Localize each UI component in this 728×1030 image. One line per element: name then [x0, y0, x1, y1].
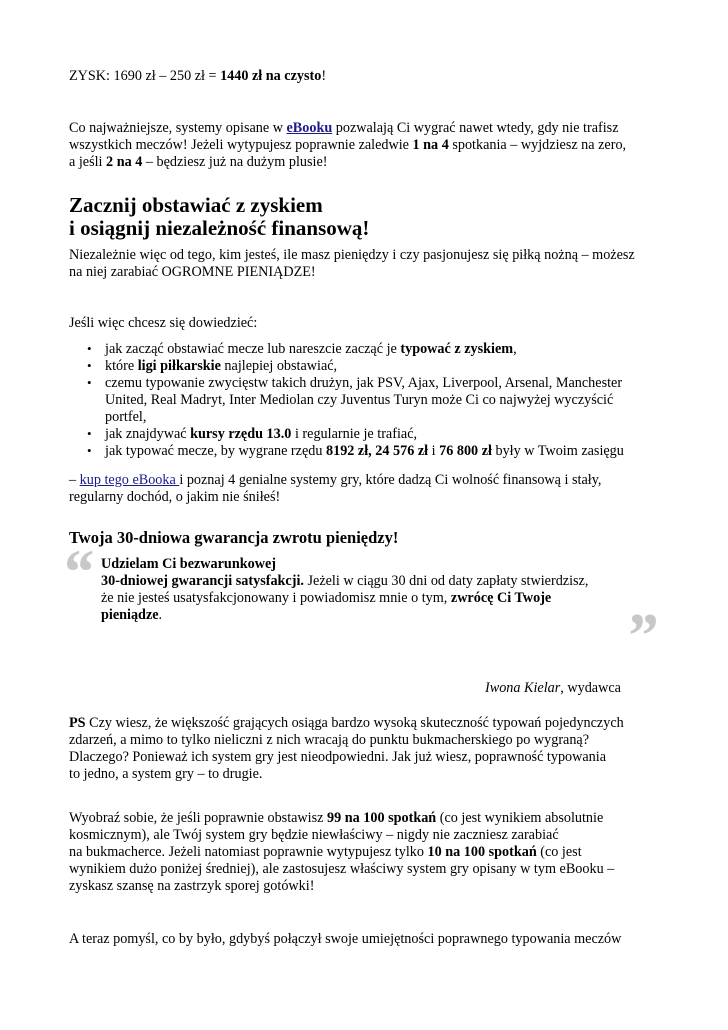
imagine-line-3	[69, 844, 582, 861]
open-quote-icon: “	[61, 536, 93, 607]
intro-text: spotkania – wyjdziesz na zero,	[448, 137, 627, 153]
bullet-dot: •	[87, 341, 92, 356]
guarantee-text: że nie jesteś usatysfakcjonowany i powiadomisz mnie o tym,	[101, 590, 451, 606]
heading-1-line-2: i osiągnij niezależność finansową!	[69, 216, 370, 240]
bullet-bold: ligi piłkarskie	[137, 358, 221, 374]
guarantee-line-3	[101, 590, 551, 607]
bullet-dot: •	[87, 426, 92, 441]
bullet-3-line-3: portfel,	[105, 409, 147, 425]
buy-line-1	[69, 472, 601, 489]
bullet-3-line-2: United, Real Madryt, Inter Mediolan czy Juventus Turyn może Ci co najwyżej wyczyścić	[105, 392, 614, 408]
guarantee-text: Jeżeli w ciągu 30 dni od daty zapłaty stwierdzisz,	[303, 573, 589, 589]
intro-bold: 2 na 4	[106, 154, 143, 170]
intro-line-2	[69, 137, 626, 154]
para1-line-2: na niej zarabiać OGROMNE PIENIĄDZE!	[69, 264, 316, 280]
profit-suffix: !	[321, 68, 327, 84]
bullet-text: i	[428, 443, 440, 459]
list-intro: Jeśli więc chcesz się dowiedzieć:	[69, 315, 258, 331]
bullet-bold: 76 800 zł	[439, 443, 492, 459]
bullet-text: najlepiej obstawiać,	[220, 358, 338, 374]
intro-text: pozwalają Ci wygrać nawet wtedy, gdy nie trafisz	[332, 120, 619, 136]
imagine-line-5: zyskasz szansę na zastrzyk sporej gotówki!	[69, 878, 315, 894]
bullet-bold: 24 576 zł	[375, 443, 429, 459]
guarantee-bold: Udzielam Ci bezwarunkowej	[101, 556, 276, 572]
imagine-line-4: wynikiem dużo poniżej średniej), ale zastosujesz właściwy system gry opisany w tym eBooku –	[69, 861, 615, 877]
imagine-text: (co jest	[536, 844, 582, 860]
guarantee-text: .	[158, 607, 163, 623]
bullet-dot: •	[87, 358, 92, 373]
bullet-2	[105, 358, 337, 375]
imagine-text: na bukmacherce. Jeżeli natomiast poprawnie wytypujesz tylko	[69, 844, 428, 860]
buy-ebook-link[interactable]: kup tego eBooka	[79, 472, 180, 488]
bullet-4	[105, 426, 417, 443]
intro-text: wszystkich meczów! Jeżeli wytypujesz poprawnie zaledwie	[69, 137, 413, 153]
imagine-text: (co jest wynikiem absolutnie	[436, 810, 604, 826]
intro-line-1	[69, 120, 619, 137]
guarantee-line-1	[101, 556, 276, 573]
signature-role: , wydawca	[560, 680, 621, 696]
bullet-text: jak znajdywać	[105, 426, 191, 442]
buy-text: –	[69, 472, 80, 488]
bullet-bold: 8192 zł	[326, 443, 369, 459]
guarantee-bold: 30-dniowej gwarancji satysfakcji.	[101, 573, 304, 589]
bullet-bold: kursy rzędu 13.0	[190, 426, 292, 442]
ps-line-3: Dlaczego? Ponieważ ich system gry jest nieodpowiedni. Jak już wiesz, poprawność typowania	[69, 749, 607, 765]
ps-line-1	[69, 715, 624, 732]
bullet-text: ,	[513, 341, 517, 357]
signature-name: Iwona Kielar	[485, 680, 561, 696]
profit-amount: 1440 zł na czysto	[220, 68, 322, 84]
bullet-bold: ,	[368, 443, 376, 459]
imagine-line-2: kosmicznym), ale Twój system gry będzie niewłaściwy – nigdy nie zaczniesz zarabiać	[69, 827, 559, 843]
bullet-text: które	[105, 358, 138, 374]
bullet-3-line-1: czemu typowanie zwycięstw takich drużyn, jak PSV, Ajax, Liverpool, Arsenal, Manchester	[105, 375, 623, 391]
intro-line-3	[69, 154, 327, 171]
heading-1-line-1: Zacznij obstawiać z zyskiem	[69, 193, 323, 217]
imagine-text: Wyobraź sobie, że jeśli poprawnie obstawisz	[69, 810, 327, 826]
bullet-bold: typować z zyskiem	[400, 341, 514, 357]
bullet-dot: •	[87, 443, 92, 458]
buy-line-2: regularny dochód, o jakim nie śniłeś!	[69, 489, 281, 505]
bullet-text: jak typować mecze, by wygrane rzędu	[105, 443, 326, 459]
para1-line-1: Niezależnie więc od tego, kim jesteś, ile masz pieniędzy i czy pasjonujesz się piłką nożną – możesz	[69, 247, 635, 263]
guarantee-bold: pieniądze	[101, 607, 159, 623]
guarantee-line-2	[101, 573, 588, 590]
bullet-text: jak zacząć obstawiać mecze lub nareszcie zacząć je	[105, 341, 401, 357]
bullet-text: i regularnie je trafiać,	[291, 426, 418, 442]
bullet-text: były w Twoim zasięgu	[491, 443, 624, 459]
ebook-link[interactable]: eBooku	[286, 120, 333, 136]
imagine-bold: 99 na 100 spotkań	[327, 810, 437, 826]
ps-label: PS	[69, 715, 86, 731]
bullet-1	[105, 341, 517, 358]
intro-bold: 1 na 4	[412, 137, 449, 153]
ps-text: Czy wiesz, że większość grających osiąga bardzo wysoką skuteczność typowań pojedynczych	[85, 715, 624, 731]
close-quote-icon: ”	[625, 600, 657, 671]
guarantee-bold: zwrócę Ci Twoje	[450, 590, 552, 606]
intro-text: Co najważniejsze, systemy opisane w	[69, 120, 287, 136]
intro-text: a jeśli	[69, 154, 107, 170]
guarantee-line-4	[101, 607, 162, 624]
imagine-bold: 10 na 100 spotkań	[427, 844, 537, 860]
buy-text: i poznaj 4 genialne systemy gry, które dadzą Ci wolność finansową i stały,	[179, 472, 602, 488]
profit-prefix: ZYSK: 1690 zł – 250 zł =	[69, 68, 221, 84]
ps-line-2: zdarzeń, a mimo to tylko nieliczni z nich wracają do punktu bukmacherskiego po wygraną?	[69, 732, 590, 748]
intro-text: – będziesz już na dużym plusie!	[142, 154, 328, 170]
bullet-dot: •	[87, 375, 92, 390]
profit-line	[69, 68, 326, 85]
ps-line-4: to jedno, a system gry – to drugie.	[69, 766, 263, 782]
heading-2: Twoja 30-dniowa gwarancja zwrotu pieniędzy!	[69, 528, 399, 547]
bullet-5	[105, 443, 624, 460]
signature	[485, 680, 621, 697]
imagine-line-1	[69, 810, 603, 827]
last-line: A teraz pomyśl, co by było, gdybyś połączył swoje umiejętności poprawnego typowania meczów	[69, 931, 622, 947]
